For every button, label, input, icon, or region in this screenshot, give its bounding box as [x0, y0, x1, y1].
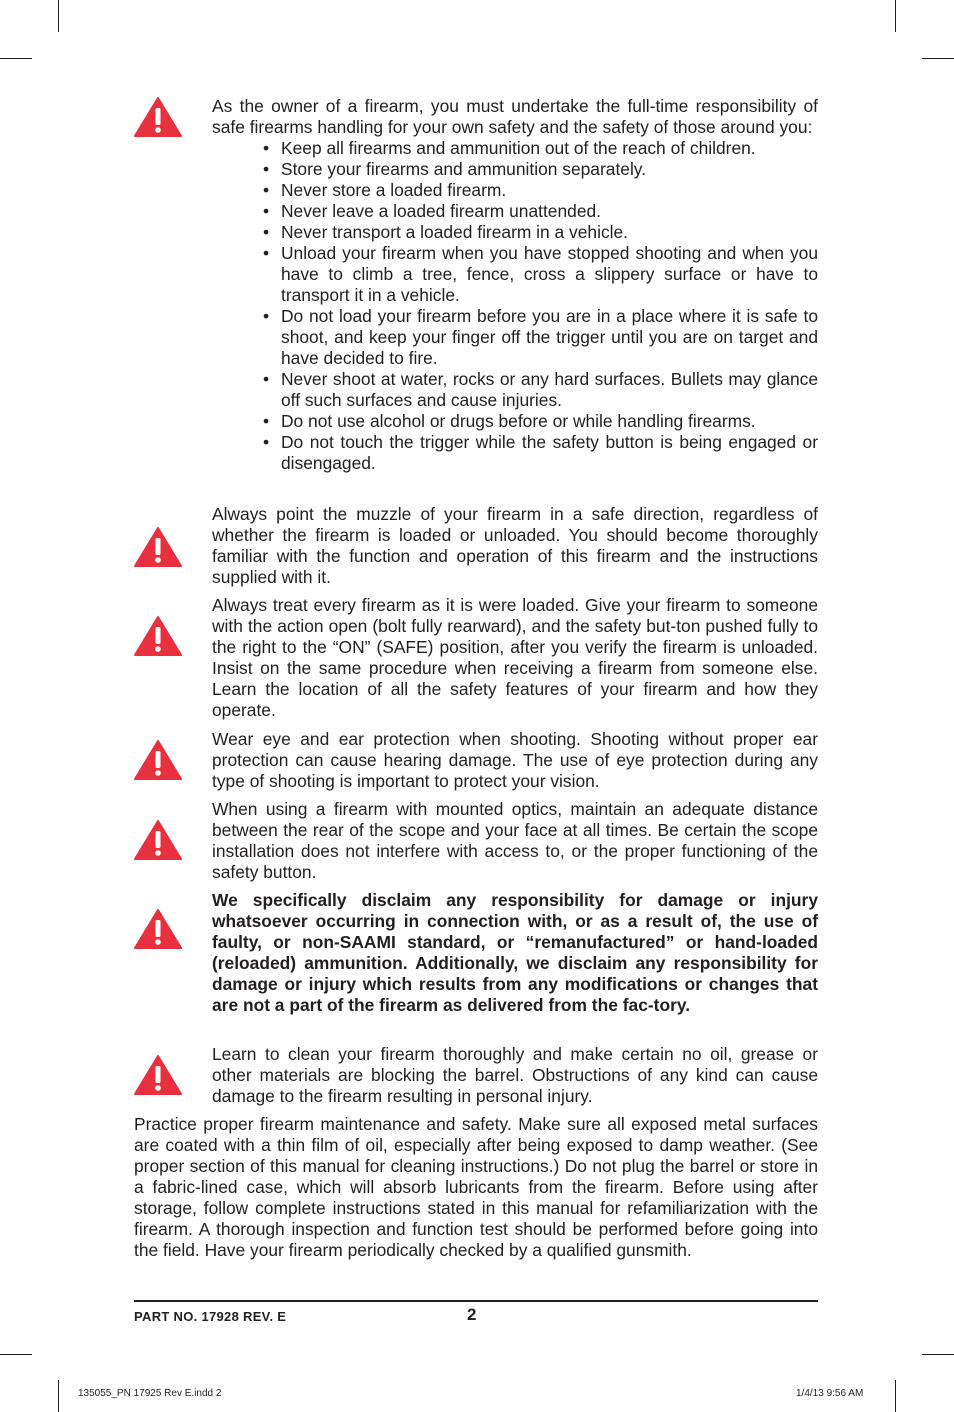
- warning-triangle-icon: [134, 908, 182, 950]
- warning-triangle-icon: [134, 1054, 182, 1096]
- slug-date: 1/4/13 9:56 AM: [796, 1388, 864, 1399]
- list-item: • Keep all firearms and ammunition out of the reach of children.: [263, 138, 756, 158]
- page-number: 2: [467, 1305, 477, 1324]
- footer-divider: [134, 1300, 818, 1302]
- warning-disclaimer: We specifically disclaim any responsibility for damage or injury whatsoever occurring in connection with, or as a result of, the use of faulty, or non-SAAMI standard, or “remanufactured” or hand-loaded (reloaded) ammunition. Additionally, we disclaim any responsibility for damage or injury which results from any modifications or changes that are not a part of the firearm as delivered from the fac-tory.: [212, 890, 818, 1015]
- maintenance-paragraph: Practice proper firearm maintenance and safety. Make sure all exposed metal surfaces are coated with a thin film of oil, especially after being exposed to damp weather. (See proper section of this manual for cleaning instructions.) Do not plug the barrel or store in a fabric-lined case, which will absorb lubricants from the firearm. Before using after storage, follow complete instructions stated in this manual for refamiliarization with the firearm. A thorough inspection and function test should be performed before going into the field. Have your firearm periodically checked by a qualified gunsmith.: [134, 1114, 818, 1260]
- list-item: • Unload your firearm when you have stopped shooting and when you have to climb a tree, fence, cross a slippery surface or have to transport it in a vehicle.: [263, 243, 818, 305]
- warning-mounted-optics: When using a firearm with mounted optics, maintain an adequate distance between the rear of the scope and your face at all times. Be certain the scope installation does not interfere with access to, or the proper functioning of the safety button.: [212, 799, 818, 882]
- warning-eye-ear-protection: Wear eye and ear protection when shooting. Shooting without proper ear protection can cause hearing damage. The use of eye protection during any type of shooting is important to protect your vision.: [212, 729, 818, 791]
- warning-clean-barrel: Learn to clean your firearm thoroughly and make certain no oil, grease or other materials are blocking the barrel. Obstructions of any kind can cause damage to the firearm resulting in personal injury.: [212, 1044, 818, 1106]
- warning-triangle-icon: [134, 739, 182, 781]
- list-item: • Store your firearms and ammunition separately.: [263, 159, 647, 179]
- list-item: • Never leave a loaded firearm unattended.: [263, 201, 601, 221]
- warning-triangle-icon: [134, 526, 182, 568]
- list-item: • Never transport a loaded firearm in a vehicle.: [263, 222, 629, 242]
- warning-muzzle-direction: Always point the muzzle of your firearm in a safe direction, regardless of whether the firearm is loaded or unloaded. You should become thoroughly familiar with the function and operation of this firearm and the instructions supplied with it.: [212, 504, 818, 587]
- intro-section: [212, 96, 818, 474]
- warning-triangle-icon: [134, 819, 182, 861]
- part-number: PART NO. 17928 REV. E: [134, 1309, 287, 1324]
- list-item: • Do not touch the trigger while the safety button is being engaged or disengaged.: [263, 432, 818, 473]
- list-item: • Never shoot at water, rocks or any hard surfaces. Bullets may glance off such surfaces and cause injuries.: [263, 369, 818, 410]
- intro-text: As the owner of a firearm, you must undertake the full-time responsibility of safe firearms handling for your own safety and the safety of those around you:: [212, 96, 818, 137]
- warning-triangle-icon: [134, 96, 182, 138]
- warning-treat-as-loaded: Always treat every firearm as it is were loaded. Give your firearm to someone with the action open (bolt fully rearward), and the safety but-ton pushed fully to the right to the “ON” (SAFE) position, after you verify the firearm is unloaded. Insist on the same procedure when receiving a firearm from someone else. Learn the location of all the safety features of your firearm and how they operate.: [212, 595, 818, 720]
- list-item: • Do not load your firearm before you are in a place where it is safe to shoot, and keep your finger off the trigger until you are on target and have decided to fire.: [263, 306, 818, 368]
- safety-bullet-list: [212, 138, 818, 474]
- list-item: • Do not use alcohol or drugs before or while handling firearms.: [263, 411, 756, 431]
- warning-triangle-icon: [134, 615, 182, 657]
- slug-file-name: 135055_PN 17925 Rev E.indd 2: [78, 1388, 222, 1399]
- list-item: • Never store a loaded firearm.: [263, 180, 507, 200]
